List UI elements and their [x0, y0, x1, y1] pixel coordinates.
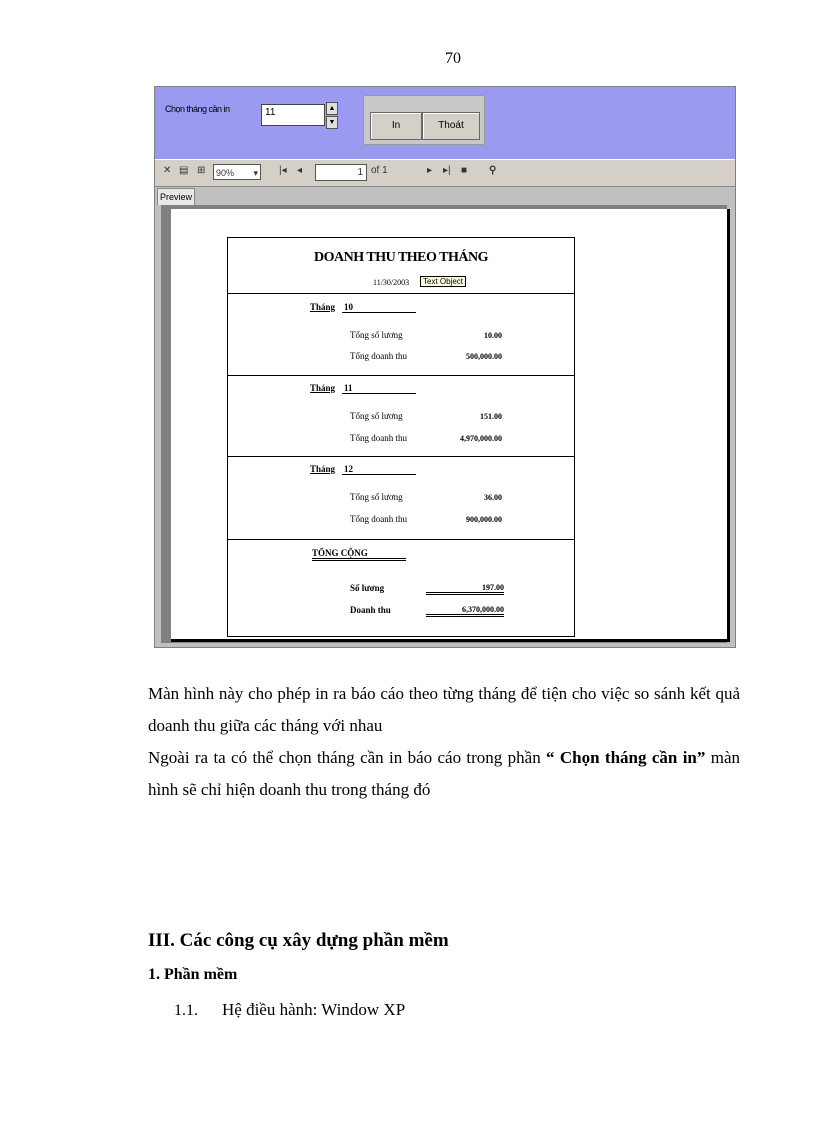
- revenue-value: 4,970,000.00: [460, 434, 502, 443]
- revenue-label: Tổng doanh thu: [350, 433, 407, 443]
- button-group: [363, 95, 485, 145]
- qty-label: Tổng số lương: [350, 492, 403, 502]
- month-spinner[interactable]: [326, 102, 338, 128]
- month-label: Tháng: [310, 383, 336, 393]
- report-preview-screenshot: [154, 86, 736, 648]
- divider: [228, 293, 574, 294]
- divider: [228, 456, 574, 457]
- text-object-tooltip: Text Object: [420, 276, 466, 287]
- close-icon[interactable]: ✕: [163, 165, 172, 176]
- revenue-value: 500,000.00: [466, 352, 502, 361]
- total-revenue-label: Doanh thu: [350, 605, 391, 615]
- total-heading: TỔNG CỘNG: [312, 548, 406, 561]
- total-qty-value: 197.00: [426, 583, 504, 595]
- revenue-label: Tổng doanh thu: [350, 351, 407, 361]
- month-label: Tháng: [310, 302, 336, 312]
- revenue-value: 900,000.00: [466, 515, 502, 524]
- qty-label: Tổng số lương: [350, 330, 403, 340]
- tree-toggle-icon[interactable]: ⊞: [197, 165, 206, 176]
- list-item-number: 1.1.: [174, 1002, 198, 1019]
- paragraph-2: Ngoài ra ta có thể chọn tháng cần in báo cáo trong phần “ Chọn tháng cần in” màn hình sẽ chỉ hiện doanh thu trong tháng đó: [148, 748, 740, 799]
- month-value: 11: [342, 383, 416, 394]
- paragraph-1: Màn hình này cho phép in ra báo cáo theo từng tháng để tiện cho việc so sánh kết quả doanh thu giữa các tháng với nhau: [148, 684, 740, 735]
- preview-canvas: [161, 205, 727, 643]
- subsection-heading: 1. Phần mềm: [148, 966, 238, 983]
- page-number-input[interactable]: 1: [315, 164, 367, 181]
- report-title: DOANH THU THEO THÁNG: [314, 250, 488, 265]
- spin-down-icon[interactable]: ▼: [326, 116, 338, 129]
- month-value: 12: [342, 464, 416, 475]
- quoted-label: “ Chọn tháng cần in”: [546, 748, 706, 767]
- report: [227, 237, 575, 637]
- section-heading: III. Các công cụ xây dựng phần mềm: [148, 930, 449, 951]
- revenue-label: Tổng doanh thu: [350, 514, 407, 524]
- prev-page-icon[interactable]: ◂: [297, 165, 303, 176]
- qty-label: Tổng số lương: [350, 411, 403, 421]
- chevron-down-icon: ▾: [253, 168, 258, 178]
- total-revenue-value: 6,370,000.00: [426, 605, 504, 617]
- divider: [228, 539, 574, 540]
- stop-icon[interactable]: ■: [461, 165, 468, 176]
- qty-value: 36.00: [484, 493, 502, 502]
- month-label: Tháng: [310, 464, 336, 474]
- month-value: 10: [342, 302, 416, 313]
- next-page-icon[interactable]: ▸: [427, 165, 433, 176]
- print-button[interactable]: In: [370, 112, 422, 140]
- report-date: 11/30/2003: [373, 278, 410, 287]
- list-item-text: Hệ điều hành: Window XP: [222, 1000, 406, 1019]
- printer-icon[interactable]: ▤: [179, 165, 189, 176]
- parameter-bar: [155, 87, 735, 159]
- report-page: [171, 209, 730, 642]
- last-page-icon[interactable]: ▸|: [443, 165, 451, 176]
- total-qty-label: Số lương: [350, 583, 385, 593]
- first-page-icon[interactable]: |◂: [279, 165, 287, 176]
- spin-up-icon[interactable]: ▲: [326, 102, 338, 115]
- month-input[interactable]: 11: [261, 104, 325, 126]
- qty-value: 151.00: [480, 412, 502, 421]
- page-count: of 1: [371, 165, 388, 176]
- month-select-label: Chọn tháng cần in: [165, 104, 230, 114]
- zoom-select[interactable]: 90% ▾: [213, 164, 261, 180]
- viewer-toolbar: [155, 159, 735, 187]
- binoculars-icon[interactable]: ⚲: [489, 165, 497, 176]
- qty-value: 10.00: [484, 331, 502, 340]
- divider: [228, 375, 574, 376]
- page-number: 70: [445, 50, 461, 67]
- tab-preview[interactable]: Preview: [157, 188, 195, 205]
- exit-button[interactable]: Thoát: [422, 112, 480, 140]
